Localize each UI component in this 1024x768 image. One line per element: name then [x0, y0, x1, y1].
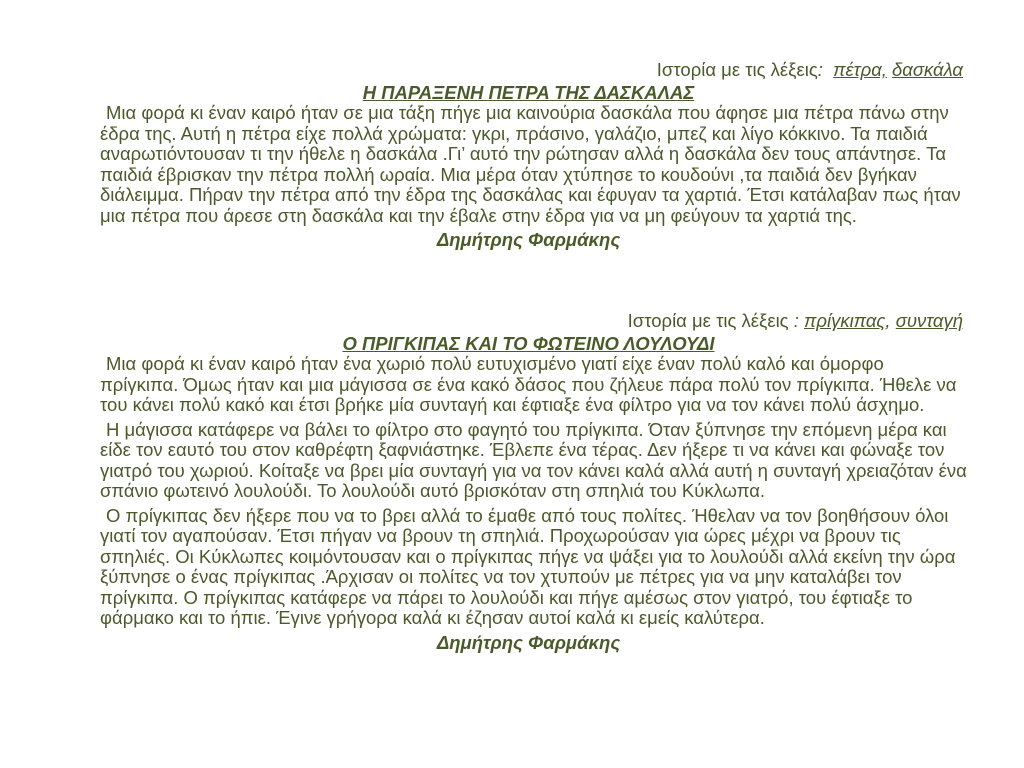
story-2: [90, 311, 967, 653]
story-1-words-prefix: Ιστορία με τις λέξεις: [656, 59, 818, 80]
story-1-word-a: πέτρα,: [833, 59, 887, 80]
story-1-paragraph: Μια φορά κι έναν καιρό ήταν σε μια τάξη πήγε μια καινούρια δασκάλα που άφησε μια πέτρα πάνω στην έδρα της. Αυτή η πέτρα είχε πολλά χρώματα: γκρι, πράσινο, γαλάζιο, μπεζ και λίγο κόκκινο. Τα παιδιά αναρωτιόντουσαν τι την ήθελε η δασκάλα .Γι’ αυτό την ρώτησαν αλλά η δασκάλα δεν τους απάντησε. Τα παιδιά έβρισκαν την πέτρα πολλή ωραία. Μια μέρα όταν χτύπησε το κουδούνι ,τα παιδιά δεν βγήκαν διάλειμμα. Πήραν την πέτρα από την έδρα της δασκάλας και έφυγαν τα χαρτιά. Έτσι κατάλαβαν πως ήταν μια πέτρα που άρεσε στη δασκάλα και την έβαλε στην έδρα για να μη φεύγουν τα χαρτιά της.: [100, 102, 961, 226]
story-2-paragraph-2: Η μάγισσα κατάφερε να βάλει το φίλτρο στο φαγητό του πρίγκιπα. Όταν ξύπνησε την επόμενη μέρα και είδε τον εαυτό του στον καθρέφτη ξαφνιάστηκε. Έβλεπε ένα τέρας. Δεν ήξερε τι να κάνει και φώναξε τον γιατρό του χωριού. Κοίταξε να βρει μία συνταγή για να τον κάνει καλά αλλά αυτή η συνταγή χρειαζόταν ένα σπάνιο φωτεινό λουλούδι. Το λουλούδι αυτό βρισκόταν στη σπηλιά του Κύκλωπα.: [100, 418, 967, 501]
story-1-words-colon: :: [817, 59, 823, 80]
story-2-words-prefix: Ιστορία με τις λέξεις: [627, 310, 789, 331]
story-2-word-a: πρίγκιπας: [804, 310, 886, 331]
story-1-words-line: [90, 60, 963, 81]
story-2-words-line: [90, 311, 963, 332]
story-2-words-colon: :: [788, 310, 805, 331]
story-1-title: Η ΠΑΡΑΞΕΝΗ ΠΕΤΡΑ ΤΗΣ ΔΑΣΚΑΛΑΣ: [362, 81, 695, 103]
story-1-word-b: δασκάλα: [892, 59, 963, 80]
story-2-paragraph-1: Μια φορά κι έναν καιρό ήταν ένα χωριό πολύ ευτυχισμένο γιατί είχε έναν πολύ καλό και όμορφο πρίγκιπα. Όμως ήταν και μια μάγισσα σε ένα κακό δάσος που ζήλευε πάρα πολύ τον πρίγκιπα. Ήθελε να του κάνει πολύ κακό και έτσι βρήκε μία συνταγή και έφτιαξε ένα φίλτρο για να τον κάνει πολύ άσχημο.: [100, 353, 957, 415]
story-2-author: Δημήτρης Φαρμάκης: [436, 631, 621, 653]
story-2-word-sep: ,: [885, 310, 896, 331]
story-1: [90, 60, 967, 251]
story-2-word-b: συνταγή: [895, 310, 963, 331]
story-2-paragraph-3: Ο πρίγκιπας δεν ήξερε που να το βρει αλλά το έμαθε από τους πολίτες. Ήθελαν να τον βοηθήσουν όλοι γιατί τον αγαπούσαν. Έτσι πήγαν να βρουν τη σπηλιά. Προχωρούσαν για ώρες μέχρι να βρουν τις σπηλιές. Οι Κύκλωπες κοιμόντουσαν και ο πρίγκιπας πήγε να ψάξει για το λουλούδι αλλά εκείνη την ώρα ξύπνησε ο ένας πρίγκιπας .Άρχισαν οι πολίτες να τον χτυπούν με πέτρες για να μην καταλάβει τον πρίγκιπα. Ο πρίγκιπας κατάφερε να πάρει το λουλούδι και πήγε αμέσως στον γιατρό, του έφτιαξε το φάρμακο και το ήπιε. Έγινε γρήγορα καλά κι έζησαν αυτοί καλά κι εμείς καλύτερα.: [100, 504, 956, 628]
story-2-title: Ο ΠΡΙΓΚΙΠΑΣ ΚΑΙ ΤΟ ΦΩΤΕΙΝΟ ΛΟΥΛΟΥΔΙ: [342, 332, 715, 354]
story-1-author: Δημήτρης Φαρμάκης: [436, 229, 621, 250]
